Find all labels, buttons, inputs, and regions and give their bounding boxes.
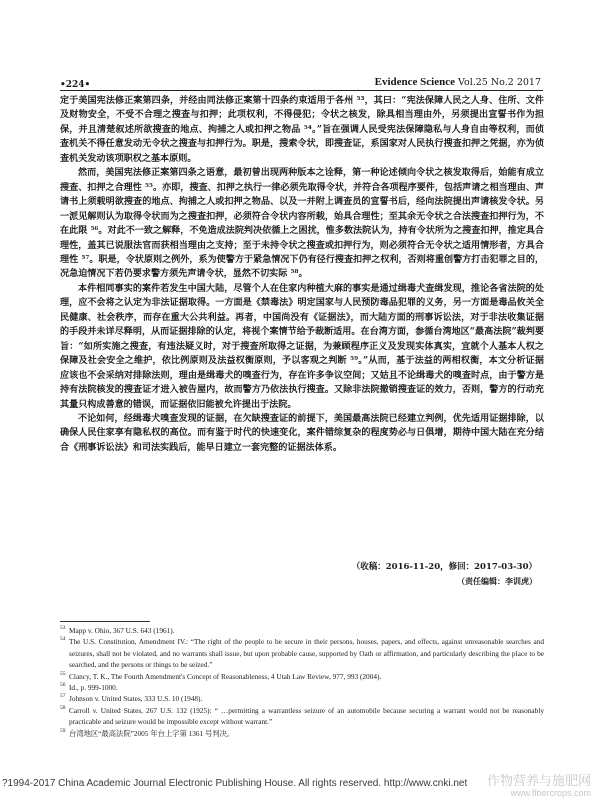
footnote-number: 59: [60, 727, 66, 734]
footnote: [60, 728, 544, 739]
watermark: [487, 774, 591, 800]
paragraph: 定于美国宪法修正案第四条，并经由同法修正案第十四条约束适用于各州 ⁵³，其曰：“宪法保障人民之人身、住所、文件及财物安全，不受不合理之搜查与扣押；此项权利，不得侵犯；令状之核发，除具相当理由外，另须提出宣誓书作为担保，并且清楚叙述所欲搜查的地点、拘捕之人或扣押之物品 ⁵⁴。”旨在强调人民受宪法保障隐私与人身自由等权利，而侦查机关不得任意发动无令状之搜查与扣押行为。职是，搜索令状，即搜查证，系国家对人民执行搜查扣押之凭据，亦为侦查机关发动该项职权之基本原则。: [60, 95, 544, 164]
footnote-text: Mapp v. Ohio, 367 U.S. 643 (1961).: [69, 626, 175, 635]
header-rule: [60, 90, 543, 91]
page-number: •224•: [60, 80, 91, 90]
footnote: [60, 693, 544, 704]
footnote-rule: [60, 621, 150, 622]
footnote-number: 57: [60, 693, 66, 700]
footnote-text: Clancy, T. K., The Fourth Amendment's Concept of Reasonableness, 4 Utah Law Review, 977, 993 (2004).: [69, 671, 382, 681]
footnote-text: Johnson v. United States, 333 U.S. 10 (1948).: [69, 694, 203, 704]
footnote: [60, 705, 544, 728]
journal-volume: Vol.25 No.2 2017: [458, 77, 541, 88]
footnote-text: Carroll v. United States, 267 U.S. 132 (1925): “ …permitting a warrantless seizure of an automobile because securing a warrant would not be reasonably practicable and seizure would be impossible except without warrant.”: [69, 705, 544, 727]
footnote: [60, 636, 544, 670]
footnote-text: 台湾地区“最高法院”2005 年台上字第 1361 号判决。: [69, 728, 235, 738]
paragraph: 本件相同事实的案件若发生中国大陆，尽管个人在住家内种植大麻的事实是通过缉毒犬查缉发现，推论各省法院的处理，应不会将之认定为非法证据取得。一方面是《禁毒法》明定国家与人民预防毒品犯罪的义务，另一方面是毒品攸关全民健康、社会秩序，而存在重大公共利益。再者，中国尚没有《证据法》，而大陆方面的刑事诉讼法，对于非法收集证据的手段并未详尽释明，从而证据排除的认定，将视个案情节给予裁断适用。在台湾方面，参循台湾地区“最高法院”裁判要旨：“如所实施之搜查，有违法疑义时，对于搜查所取得之证据，为兼顾程序正义及发现实体真实，宜就个人基本人权之保障及社会安全之维护，依比例原则及法益权衡原则，予以客观之判断 ⁵⁹。”从而，基于法益的两相权衡，本文分析证据应该也不会采纳对排除法则，理由是缉毒犬的嗅查行为，存在许多争议空间；又姑且不论缉毒犬的嗅查时点，由于警方是持有法院核发的搜查证才进入被告屋内，故而警方乃依法执行搜查。又除非法院撤销搜查证的效力，否则，警方的行动充其量只构成善意的错误，而证据依旧能被允许提出于法院。: [60, 282, 544, 410]
paragraph: 然而，美国宪法修正案第四条之语意，最初曾出现两种版本之诠释，第一种论述倾向令状之核发取得后，始能有成立搜查、扣押之合理性 ⁵⁵。亦即，搜查、扣押之执行一律必须先取得令状，并符合各项程序要件，包括声请之相当理由、声请书上须载明欲搜查的地点、拘捕之人或扣押之物品、以及一并附上调查员的宣誓书后，经向法院提出声请核发令状。另一派见解则认为取得令状而为之搜查扣押，必须符合令状内容所载，始具合理性；至其余无令状之合法搜查扣押行为，不在此限 ⁵⁶。对此不一致之解释，不免造成法院判决依循上之困扰，惟多数法院认为，持有令状所为之搜查扣押，推定具合理性，盖其已说服法官而获相当理由之支持；至于未持令状之搜查或扣押行为，则必须符合无令状之适用情形者，方具合理性 ⁵⁷。职是，令状原则之例外，系为使警方于紧急情况下仍有径行搜查扣押之权利，否则将重创警方打击犯罪之目的，况急迫情况下若仍要求警方须先声请令状，显然不切实际 ⁵⁸。: [60, 167, 545, 280]
footnote: [60, 682, 544, 693]
article-body: [60, 94, 544, 455]
footnote-number: 54: [60, 636, 66, 643]
footnotes: [60, 625, 544, 739]
footnote: [60, 625, 544, 636]
footnote-text: The U.S. Constitution, Amendment IV.: “The right of the people to be secure in their persons, houses, papers, and effects, against unreasonable searches and seizures, shall not be violated, and no warrants shall issue, but upon probable cause, supported by Oath or affirmation, and particularly describing the place to be searched, and the persons or things to be seized.”: [69, 637, 544, 670]
watermark-url: www.fibercrops.com: [510, 788, 591, 798]
received-revised-dates: （收稿：2016-11-20，修回：2017-03-30）: [351, 562, 537, 572]
footnote-number: 58: [60, 704, 66, 711]
paragraph: 不论如何，经缉毒犬嗅查发现的证据，在欠缺搜查证的前提下，美国最高法院已经建立判例，优先适用证据排除，以确保人民住家享有隐私权的高位。而有鉴于时代的快速变化，案件错综复杂的程度势必与日俱增，期待中国大陆在充分结合《刑事诉讼法》和司法实践后，能早日建立一套完整的证据法体系。: [60, 412, 544, 453]
responsible-editor: （责任编辑：李训虎）: [457, 576, 537, 586]
footnote-number: 55: [60, 670, 66, 677]
copyright-line: ?1994-2017 China Academic Journal Electronic Publishing House. All rights reserved. http://www.cnki.net: [2, 778, 468, 789]
footnote-number: 53: [60, 625, 66, 631]
footnote: [60, 671, 544, 682]
journal-header: [375, 76, 541, 88]
watermark-text: 作物营养与施肥网: [486, 773, 591, 788]
footnote-text: Id., p. 999-1000.: [69, 683, 118, 693]
journal-name: Evidence Science: [374, 76, 455, 88]
footnote-number: 56: [60, 682, 66, 689]
